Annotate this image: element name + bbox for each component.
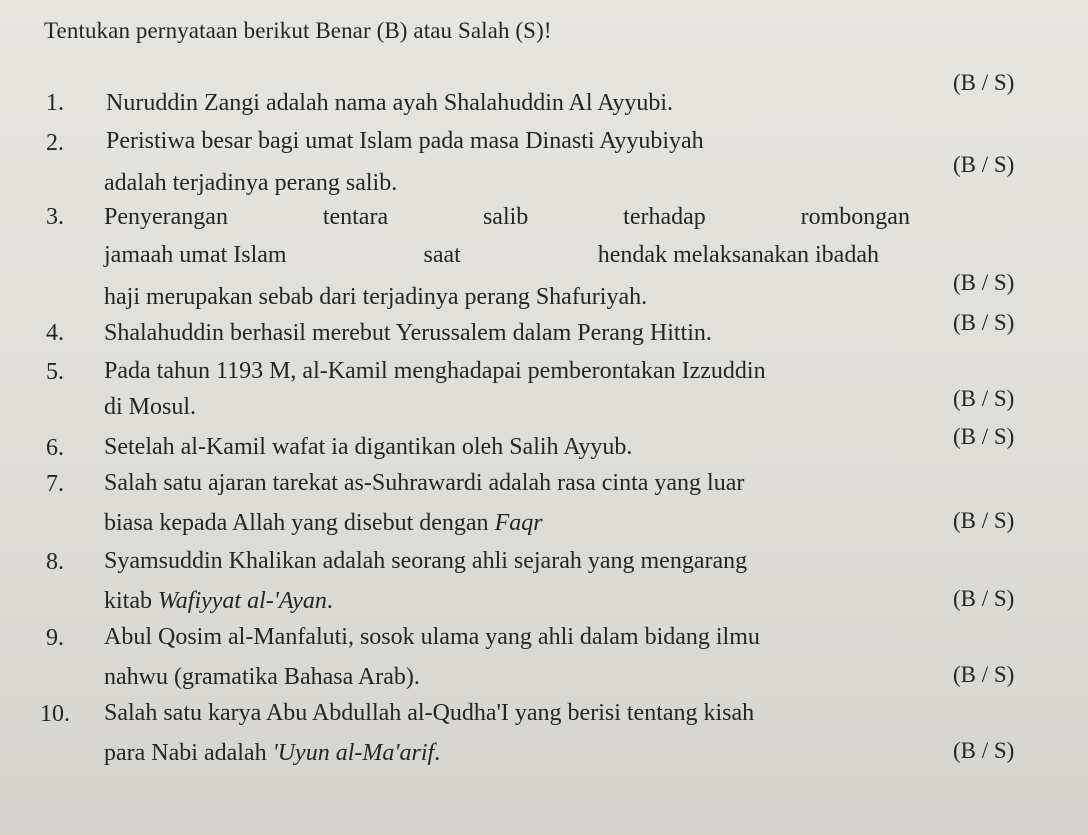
word: salib: [482, 204, 529, 230]
question-8-text-line2: [104, 586, 333, 616]
question-2-text-line1: Peristiwa besar bagi umat Islam pada masa Dinasti Ayyubiyah: [106, 128, 704, 154]
word: hendak melaksanakan ibadah: [597, 242, 879, 268]
question-number: 3.: [46, 204, 64, 230]
word: Penyerangan: [104, 204, 228, 230]
question-3-text-line3: haji merupakan sebab dari terjadinya perang Shafuriyah.: [104, 284, 648, 310]
italic-term: Wafiyyat al-'Ayan: [158, 588, 327, 614]
answer-choice[interactable]: (B / S): [953, 152, 1015, 177]
word: saat: [423, 242, 461, 268]
question-6-text: Setelah al-Kamil wafat ia digantikan oleh Salih Ayyub.: [104, 434, 633, 460]
text: biasa kepada Allah yang disebut dengan: [104, 510, 495, 536]
question-7-text-line2: [104, 508, 543, 538]
question-10-text-line1: Salah satu karya Abu Abdullah al-Qudha'I yang berisi tentang kisah: [104, 700, 755, 726]
question-3-text-line2: [104, 240, 879, 270]
question-9-text-line2: nahwu (gramatika Bahasa Arab).: [104, 664, 420, 690]
question-10-text-line2: [104, 738, 440, 768]
word: jamaah umat Islam: [104, 242, 287, 268]
text: para Nabi adalah: [104, 740, 273, 766]
question-number: 5.: [46, 359, 64, 385]
italic-term: Faqr: [494, 510, 543, 536]
question-number: 2.: [46, 130, 64, 156]
answer-choice[interactable]: (B / S): [953, 424, 1015, 449]
answer-choice[interactable]: (B / S): [953, 586, 1015, 611]
question-7-text-line1: Salah satu ajaran tarekat as-Suhrawardi adalah rasa cinta yang luar: [104, 470, 745, 496]
answer-choice[interactable]: (B / S): [953, 738, 1015, 763]
italic-term: 'Uyun al-Ma'arif: [272, 740, 435, 766]
question-1-text: Nuruddin Zangi adalah nama ayah Shalahuddin Al Ayyubi.: [106, 90, 674, 116]
question-5-text-line2: di Mosul.: [104, 394, 197, 420]
answer-choice[interactable]: (B / S): [953, 310, 1015, 335]
word: rombongan: [800, 204, 910, 230]
word: tentara: [322, 204, 389, 230]
text: .: [434, 740, 441, 766]
word: terhadap: [623, 204, 706, 230]
answer-choice[interactable]: (B / S): [953, 508, 1015, 533]
text: .: [326, 588, 333, 614]
question-number: 9.: [46, 625, 64, 651]
question-number: 7.: [46, 471, 64, 497]
answer-choice[interactable]: (B / S): [953, 662, 1015, 687]
question-3-text-line1: [104, 202, 910, 232]
question-4-text: Shalahuddin berhasil merebut Yerussalem dalam Perang Hittin.: [104, 320, 712, 346]
answer-choice[interactable]: (B / S): [953, 386, 1015, 411]
answer-choice[interactable]: (B / S): [953, 70, 1015, 95]
question-number: 8.: [46, 549, 64, 575]
question-number: 10.: [40, 701, 70, 727]
question-5-text-line1: Pada tahun 1193 M, al-Kamil menghadapai pemberontakan Izzuddin: [104, 358, 766, 384]
question-number: 6.: [46, 435, 64, 461]
worksheet-title: Tentukan pernyataan berikut Benar (B) atau Salah (S)!: [44, 18, 552, 43]
question-2-text-line2: adalah terjadinya perang salib.: [104, 170, 398, 196]
question-number: 1.: [46, 90, 64, 116]
question-number: 4.: [46, 320, 64, 346]
question-9-text-line1: Abul Qosim al-Manfaluti, sosok ulama yang ahli dalam bidang ilmu: [104, 624, 760, 650]
question-8-text-line1: Syamsuddin Khalikan adalah seorang ahli sejarah yang mengarang: [104, 548, 748, 574]
answer-choice[interactable]: (B / S): [953, 270, 1015, 295]
text: kitab: [104, 588, 158, 614]
